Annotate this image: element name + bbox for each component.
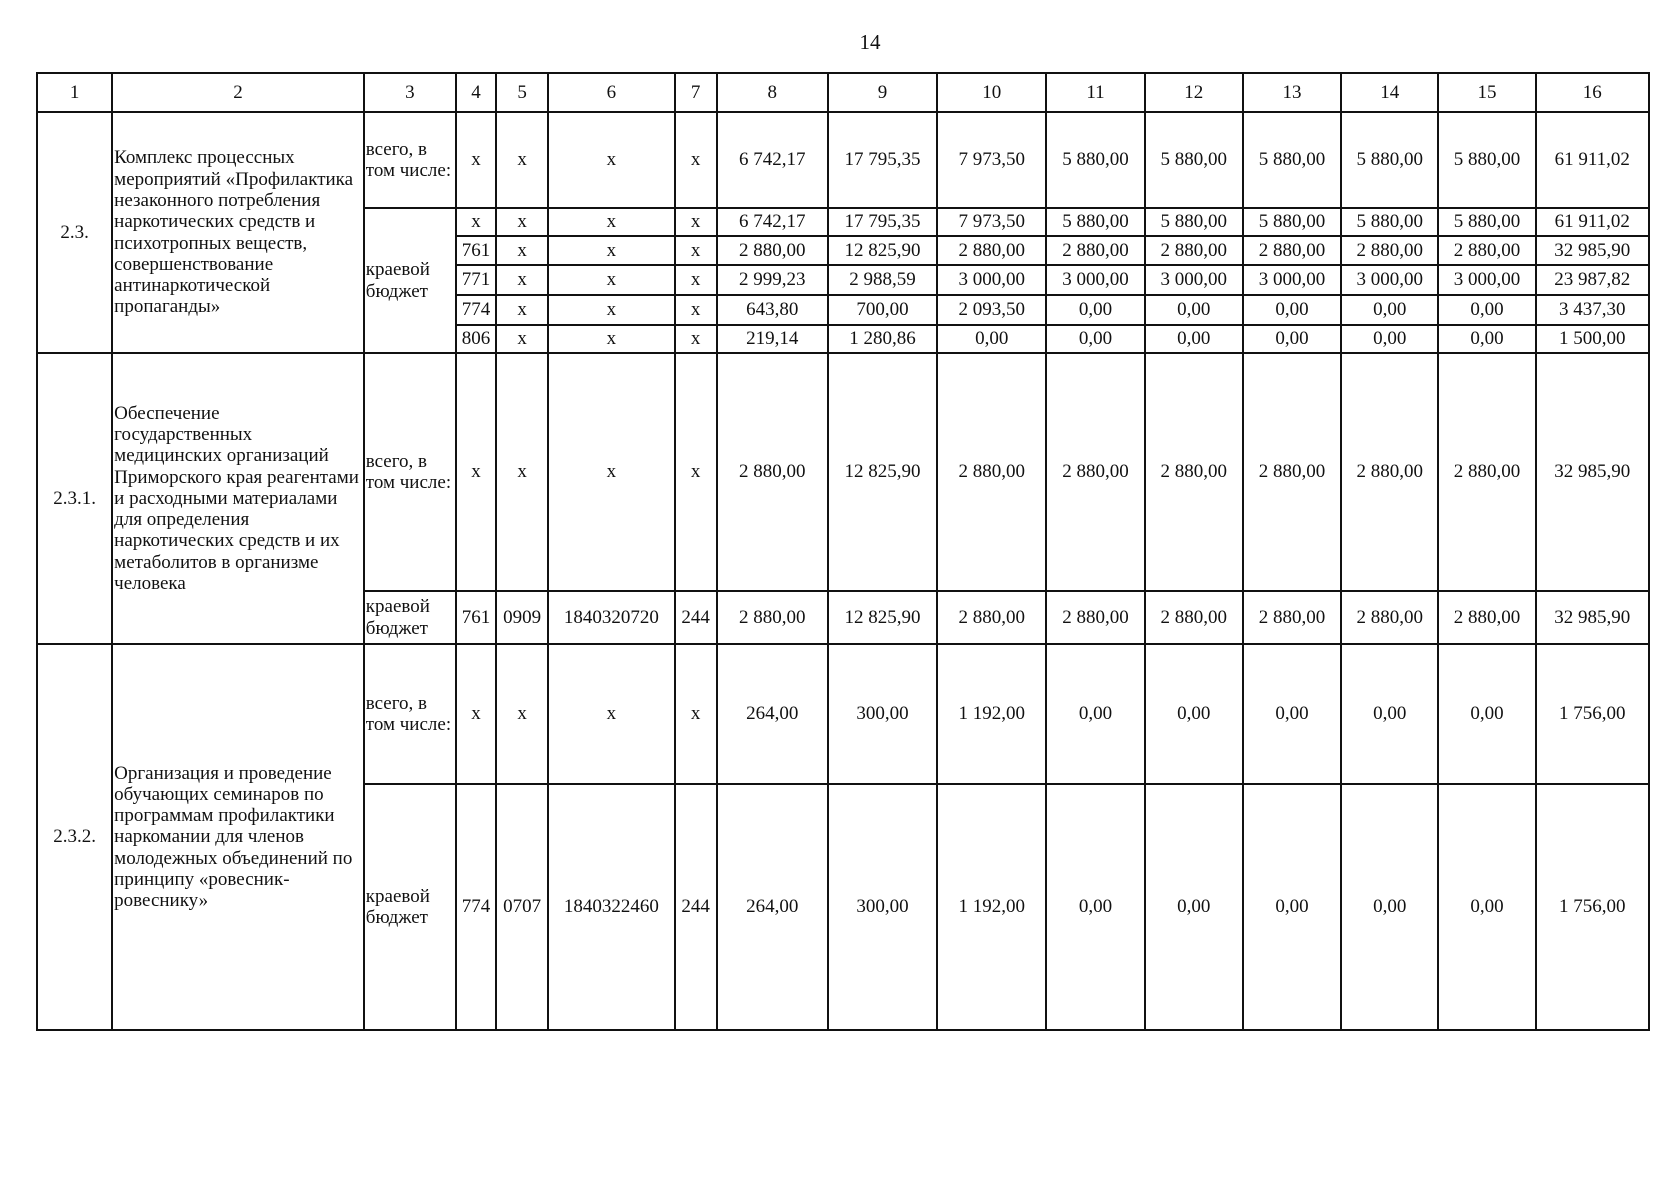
code-c7: x [675, 353, 717, 591]
amount-col-8: 219,14 [717, 325, 828, 353]
code-c6: x [548, 325, 674, 353]
column-number: 14 [1341, 73, 1438, 112]
section-title: Организация и проведение обучающих семинаров по программам профилактики наркомании для членов молодежных объединений по принципу «ровесник-ровеснику» [112, 644, 364, 1030]
amount-col-13: 2 880,00 [1243, 236, 1341, 265]
code-c4: x [456, 644, 496, 784]
source-total: всего, в том числе: [364, 112, 456, 208]
amount-col-15: 2 880,00 [1438, 236, 1535, 265]
amount-col-12: 0,00 [1145, 784, 1243, 1030]
amount-col-10: 0,00 [937, 325, 1046, 353]
amount-col-10: 7 973,50 [937, 208, 1046, 236]
amount-col-10: 2 093,50 [937, 295, 1046, 325]
code-c4: x [456, 353, 496, 591]
amount-col-13: 0,00 [1243, 325, 1341, 353]
code-c4: 761 [456, 591, 496, 644]
amount-col-14: 5 880,00 [1341, 208, 1438, 236]
source-budget: краевой бюджет [364, 591, 456, 644]
code-c5: x [496, 265, 548, 295]
source-budget: краевой бюджет [364, 208, 456, 353]
amount-col-8: 6 742,17 [717, 208, 828, 236]
amount-col-16: 23 987,82 [1536, 265, 1649, 295]
amount-col-10: 7 973,50 [937, 112, 1046, 208]
amount-col-9: 700,00 [828, 295, 937, 325]
column-number: 13 [1243, 73, 1341, 112]
amount-col-13: 3 000,00 [1243, 265, 1341, 295]
code-c4: 806 [456, 325, 496, 353]
amount-col-15: 2 880,00 [1438, 591, 1535, 644]
amount-col-13: 2 880,00 [1243, 591, 1341, 644]
code-c7: x [675, 112, 717, 208]
column-number: 16 [1536, 73, 1649, 112]
amount-col-11: 5 880,00 [1046, 208, 1144, 236]
code-c6: x [548, 208, 674, 236]
amount-col-9: 12 825,90 [828, 236, 937, 265]
amount-col-8: 264,00 [717, 644, 828, 784]
amount-col-16: 32 985,90 [1536, 591, 1649, 644]
amount-col-16: 61 911,02 [1536, 112, 1649, 208]
code-c6: x [548, 265, 674, 295]
column-number: 10 [937, 73, 1046, 112]
code-c6: 1840322460 [548, 784, 674, 1030]
code-c6: 1840320720 [548, 591, 674, 644]
amount-col-12: 2 880,00 [1145, 353, 1243, 591]
amount-col-10: 1 192,00 [937, 784, 1046, 1030]
amount-col-10: 2 880,00 [937, 236, 1046, 265]
column-number: 6 [548, 73, 674, 112]
section-code: 2.3.1. [37, 353, 112, 644]
page-number: 14 [859, 30, 881, 54]
source-total: всего, в том числе: [364, 353, 456, 591]
code-c4: x [456, 208, 496, 236]
amount-col-9: 12 825,90 [828, 591, 937, 644]
amount-col-15: 3 000,00 [1438, 265, 1535, 295]
column-number: 9 [828, 73, 937, 112]
code-c5: x [496, 295, 548, 325]
amount-col-11: 0,00 [1046, 295, 1144, 325]
code-c7: x [675, 236, 717, 265]
column-number: 4 [456, 73, 496, 112]
code-c7: x [675, 644, 717, 784]
amount-col-13: 5 880,00 [1243, 208, 1341, 236]
amount-col-13: 0,00 [1243, 295, 1341, 325]
amount-col-11: 0,00 [1046, 325, 1144, 353]
amount-col-14: 2 880,00 [1341, 591, 1438, 644]
amount-col-10: 3 000,00 [937, 265, 1046, 295]
code-c6: x [548, 644, 674, 784]
amount-col-8: 643,80 [717, 295, 828, 325]
amount-col-13: 5 880,00 [1243, 112, 1341, 208]
section-code: 2.3. [37, 112, 112, 353]
amount-col-16: 1 756,00 [1536, 784, 1649, 1030]
code-c5: x [496, 208, 548, 236]
amount-col-15: 0,00 [1438, 644, 1535, 784]
source-budget: краевой бюджет [364, 784, 456, 1030]
code-c5: x [496, 644, 548, 784]
amount-col-16: 32 985,90 [1536, 236, 1649, 265]
amount-col-11: 2 880,00 [1046, 591, 1144, 644]
column-number: 1 [37, 73, 112, 112]
amount-col-14: 0,00 [1341, 644, 1438, 784]
code-c4: x [456, 112, 496, 208]
code-c4: 761 [456, 236, 496, 265]
amount-col-9: 17 795,35 [828, 208, 937, 236]
amount-col-14: 0,00 [1341, 325, 1438, 353]
column-number: 7 [675, 73, 717, 112]
code-c7: 244 [675, 591, 717, 644]
amount-col-14: 0,00 [1341, 784, 1438, 1030]
amount-col-11: 3 000,00 [1046, 265, 1144, 295]
amount-col-8: 2 999,23 [717, 265, 828, 295]
amount-col-11: 2 880,00 [1046, 236, 1144, 265]
amount-col-8: 2 880,00 [717, 591, 828, 644]
code-c5: x [496, 353, 548, 591]
code-c6: x [548, 112, 674, 208]
amount-col-16: 61 911,02 [1536, 208, 1649, 236]
code-c6: x [548, 236, 674, 265]
code-c7: x [675, 325, 717, 353]
amount-col-14: 2 880,00 [1341, 353, 1438, 591]
section-title: Обеспечение государственных медицинских организаций Приморского края реагентами и расходными материалами для определения наркотических средств и их метаболитов в организме человека [112, 353, 364, 644]
amount-col-14: 3 000,00 [1341, 265, 1438, 295]
amount-col-12: 5 880,00 [1145, 112, 1243, 208]
amount-col-15: 5 880,00 [1438, 208, 1535, 236]
amount-col-15: 2 880,00 [1438, 353, 1535, 591]
code-c7: 244 [675, 784, 717, 1030]
amount-col-11: 2 880,00 [1046, 353, 1144, 591]
code-c6: x [548, 353, 674, 591]
code-c5: 0909 [496, 591, 548, 644]
amount-col-8: 2 880,00 [717, 236, 828, 265]
amount-col-9: 300,00 [828, 644, 937, 784]
amount-col-16: 1 500,00 [1536, 325, 1649, 353]
amount-col-11: 0,00 [1046, 784, 1144, 1030]
amount-col-16: 3 437,30 [1536, 295, 1649, 325]
amount-col-12: 2 880,00 [1145, 236, 1243, 265]
amount-col-14: 2 880,00 [1341, 236, 1438, 265]
amount-col-14: 5 880,00 [1341, 112, 1438, 208]
column-number: 11 [1046, 73, 1144, 112]
amount-col-14: 0,00 [1341, 295, 1438, 325]
header-row [37, 73, 1649, 112]
section-code: 2.3.2. [37, 644, 112, 1030]
code-c4: 774 [456, 784, 496, 1030]
amount-col-9: 17 795,35 [828, 112, 937, 208]
amount-col-10: 1 192,00 [937, 644, 1046, 784]
amount-col-13: 0,00 [1243, 644, 1341, 784]
amount-col-15: 0,00 [1438, 325, 1535, 353]
amount-col-8: 264,00 [717, 784, 828, 1030]
amount-col-12: 5 880,00 [1145, 208, 1243, 236]
amount-col-9: 2 988,59 [828, 265, 937, 295]
amount-col-12: 0,00 [1145, 295, 1243, 325]
column-number: 15 [1438, 73, 1535, 112]
amount-col-12: 2 880,00 [1145, 591, 1243, 644]
amount-col-12: 0,00 [1145, 644, 1243, 784]
column-number: 12 [1145, 73, 1243, 112]
amount-col-12: 0,00 [1145, 325, 1243, 353]
code-c4: 771 [456, 265, 496, 295]
column-number: 5 [496, 73, 548, 112]
amount-col-13: 0,00 [1243, 784, 1341, 1030]
amount-col-16: 1 756,00 [1536, 644, 1649, 784]
amount-col-13: 2 880,00 [1243, 353, 1341, 591]
amount-col-9: 300,00 [828, 784, 937, 1030]
code-c6: x [548, 295, 674, 325]
amount-col-12: 3 000,00 [1145, 265, 1243, 295]
code-c5: x [496, 236, 548, 265]
amount-col-11: 0,00 [1046, 644, 1144, 784]
amount-col-10: 2 880,00 [937, 353, 1046, 591]
amount-col-16: 32 985,90 [1536, 353, 1649, 591]
code-c7: x [675, 208, 717, 236]
code-c5: x [496, 112, 548, 208]
budget-table [36, 72, 1650, 1031]
column-number: 2 [112, 73, 364, 112]
code-c7: x [675, 265, 717, 295]
amount-col-8: 6 742,17 [717, 112, 828, 208]
code-c4: 774 [456, 295, 496, 325]
amount-col-9: 12 825,90 [828, 353, 937, 591]
amount-col-15: 0,00 [1438, 784, 1535, 1030]
code-c7: x [675, 295, 717, 325]
column-number: 8 [717, 73, 828, 112]
code-c5: x [496, 325, 548, 353]
section-2-total-row [37, 644, 1649, 784]
amount-col-15: 5 880,00 [1438, 112, 1535, 208]
section-title: Комплекс процессных мероприятий «Профилактика незаконного потребления наркотических средств и психотропных веществ, совершенствование антинаркотической пропаганды» [112, 112, 364, 353]
amount-col-11: 5 880,00 [1046, 112, 1144, 208]
amount-col-10: 2 880,00 [937, 591, 1046, 644]
section-2-3-total-row [37, 112, 1649, 208]
column-number: 3 [364, 73, 456, 112]
amount-col-9: 1 280,86 [828, 325, 937, 353]
section-1-total-row [37, 353, 1649, 591]
source-total: всего, в том числе: [364, 644, 456, 784]
code-c5: 0707 [496, 784, 548, 1030]
amount-col-15: 0,00 [1438, 295, 1535, 325]
amount-col-8: 2 880,00 [717, 353, 828, 591]
